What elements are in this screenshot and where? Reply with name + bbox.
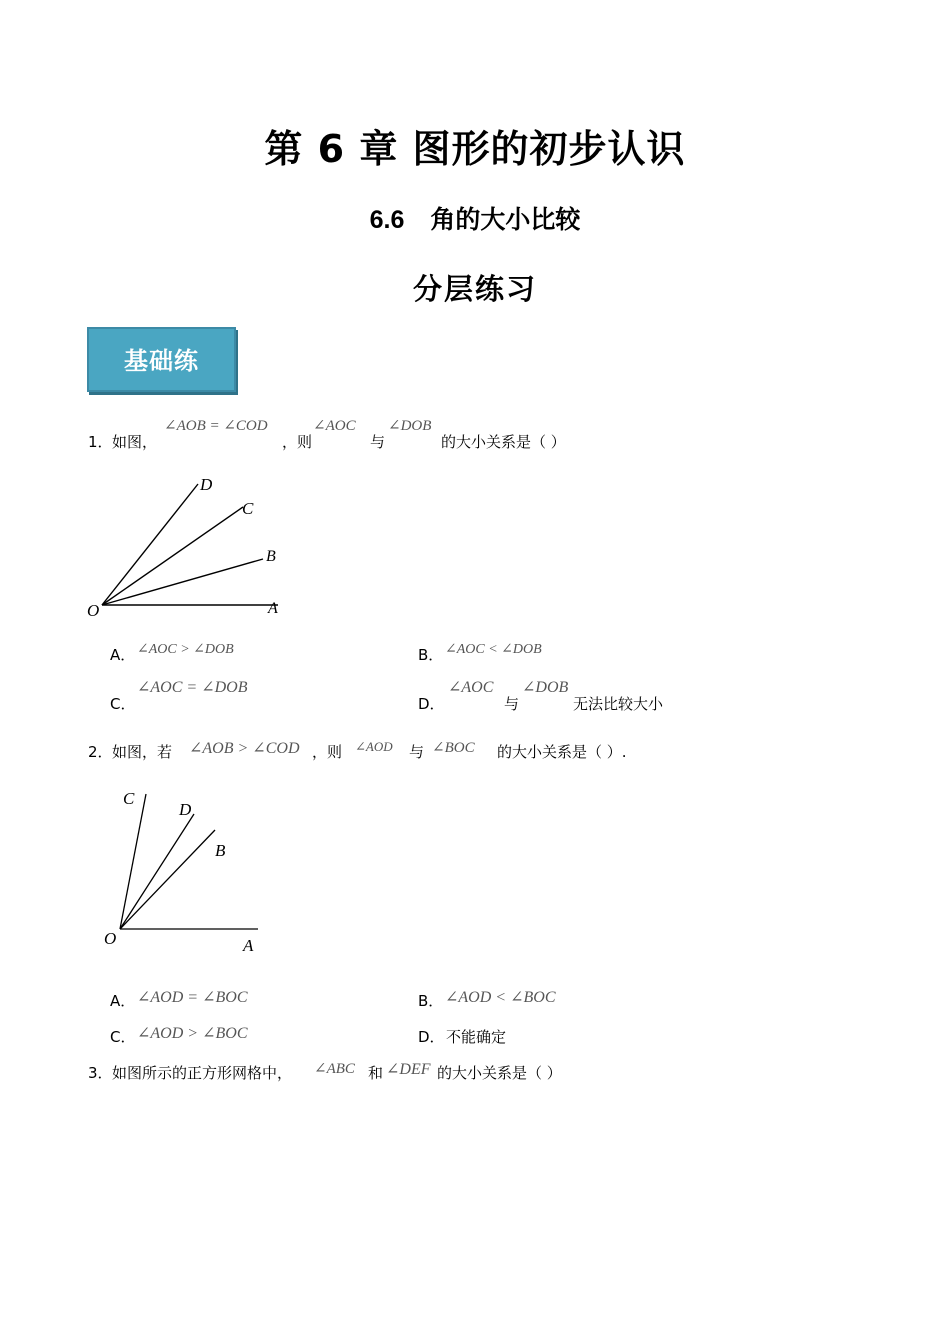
- ray-ob: [120, 830, 215, 929]
- label-d: D: [179, 800, 192, 819]
- label-c: C: [242, 499, 254, 518]
- q2-angle-boc: ∠BOC: [432, 740, 475, 756]
- q2-condition: ∠AOB > ∠COD: [189, 740, 300, 757]
- label-a: A: [268, 600, 278, 617]
- q3-angle-def: ∠DEF: [386, 1061, 431, 1078]
- option-math: ∠AOC = ∠DOB: [137, 679, 248, 696]
- ray-ob: [102, 559, 263, 605]
- option-letter: B．: [418, 992, 444, 1010]
- badge-label: 基础练: [124, 346, 199, 375]
- label-d: D: [200, 475, 213, 494]
- q2-number: 2．: [88, 743, 113, 761]
- option-math: ∠AOC < ∠DOB: [445, 642, 542, 657]
- label-b: B: [266, 548, 276, 565]
- label-c: C: [123, 789, 135, 808]
- option-tail: 无法比较大小: [573, 695, 664, 713]
- q1-number: 1．: [88, 433, 113, 451]
- q2-with: 与: [409, 743, 425, 761]
- q3-angle-abc: ∠ABC: [314, 1061, 355, 1077]
- q1-comma: ，: [282, 433, 298, 451]
- chapter-title: 第 6 章 图形的初步认识: [264, 127, 686, 171]
- option-math-2: ∠DOB: [522, 679, 569, 696]
- option-with: 与: [504, 695, 520, 713]
- q2-suffix: 的大小关系是（ ）.: [497, 743, 627, 761]
- option-letter: D．: [418, 695, 445, 713]
- option-letter: D．: [418, 1028, 445, 1046]
- q2-angle-aod: ∠AOD: [355, 739, 393, 754]
- q2-then: ，则: [312, 743, 343, 761]
- option-text: 不能确定: [446, 1028, 507, 1046]
- option-letter: B．: [418, 646, 444, 664]
- q1-suffix: 的大小关系是（ ）: [441, 433, 566, 451]
- q1-with: 与: [370, 433, 386, 451]
- q3-with: 和: [368, 1064, 384, 1082]
- q2-figure: [95, 780, 275, 960]
- option-math-1: ∠AOC: [448, 679, 494, 696]
- label-a: A: [243, 936, 254, 955]
- option-math: ∠AOD < ∠BOC: [445, 989, 556, 1006]
- q1-then: 则: [297, 433, 313, 451]
- option-letter: A．: [110, 646, 136, 664]
- option-math: ∠AOC > ∠DOB: [137, 642, 234, 657]
- q1-prefix: 如图，: [112, 433, 158, 451]
- basic-practice-badge: [87, 327, 236, 392]
- q1-angle-aoc: ∠AOC: [313, 418, 356, 434]
- practice-title: 分层练习: [412, 272, 537, 306]
- q3-number: 3．: [88, 1064, 113, 1082]
- ray-oc: [102, 507, 243, 605]
- section-title: [0, 200, 950, 236]
- option-letter: C．: [110, 1028, 136, 1046]
- section-name: 角的大小比较: [430, 205, 581, 234]
- label-b: B: [215, 841, 226, 860]
- q3-suffix: 的大小关系是（ ）: [437, 1064, 562, 1082]
- label-o: O: [87, 601, 100, 620]
- q1-angle-dob: ∠DOB: [388, 418, 432, 434]
- option-letter: A．: [110, 992, 136, 1010]
- option-letter: C．: [110, 695, 136, 713]
- q1-condition: ∠AOB = ∠COD: [164, 418, 268, 434]
- option-math: ∠AOD > ∠BOC: [137, 1025, 248, 1042]
- label-o: O: [104, 929, 117, 948]
- option-math: ∠AOD = ∠BOC: [137, 989, 248, 1006]
- ray-od: [102, 484, 198, 605]
- q2-prefix: 如图，若: [112, 743, 173, 761]
- q3-prefix: 如图所示的正方形网格中，: [112, 1064, 293, 1082]
- section-number: 6.6: [369, 206, 405, 234]
- q1-figure: [80, 468, 300, 628]
